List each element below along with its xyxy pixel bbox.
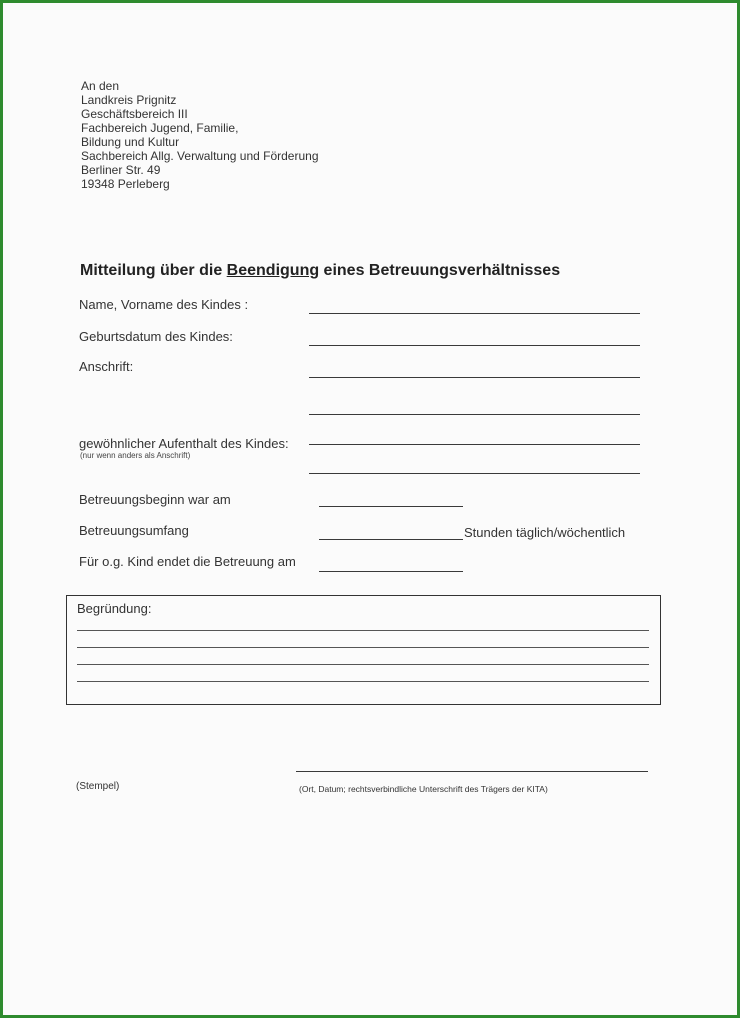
reason-box <box>66 595 661 705</box>
form-title <box>80 262 560 280</box>
residence-label: gewöhnlicher Aufenthalt des Kindes: <box>79 436 289 451</box>
signature-line[interactable] <box>296 771 648 772</box>
address-field-line-1[interactable] <box>309 377 640 378</box>
reason-line-4[interactable] <box>77 681 649 682</box>
address-line: Geschäftsbereich III <box>81 107 188 121</box>
residence-field-line-1[interactable] <box>309 444 640 445</box>
scope-suffix: Stunden täglich/wöchentlich <box>464 525 626 540</box>
start-date-field[interactable] <box>319 506 463 507</box>
reason-line-3[interactable] <box>77 664 649 665</box>
birthdate-field[interactable] <box>309 345 640 346</box>
address-line: 19348 Perleberg <box>81 177 170 191</box>
stamp-label: (Stempel) <box>76 781 120 792</box>
address-line: Sachbereich Allg. Verwaltung und Förderung <box>81 149 319 163</box>
residence-note: (nur wenn anders als Anschrift) <box>80 451 191 460</box>
address-field-line-2[interactable] <box>309 414 640 415</box>
end-date-label: Für o.g. Kind endet die Betreuung am <box>79 554 296 569</box>
reason-line-1[interactable] <box>77 630 649 631</box>
recipient-address <box>81 79 319 191</box>
title-underlined-word: Beendigung <box>226 262 320 279</box>
residence-field-line-2[interactable] <box>309 473 640 474</box>
reason-label: Begründung: <box>77 601 152 616</box>
title-start: Mitteilung über die <box>80 262 227 279</box>
address-line: An den <box>81 79 120 93</box>
address-label: Anschrift: <box>79 359 134 374</box>
child-name-field[interactable] <box>309 313 640 314</box>
start-date-label: Betreuungsbeginn war am <box>79 492 231 507</box>
address-line: Fachbereich Jugend, Familie, <box>81 121 239 135</box>
address-line: Landkreis Prignitz <box>81 93 177 107</box>
birthdate-label: Geburtsdatum des Kindes: <box>79 329 233 344</box>
address-line: Berliner Str. 49 <box>81 163 161 177</box>
scope-label: Betreuungsumfang <box>79 523 189 538</box>
reason-line-2[interactable] <box>77 647 649 648</box>
form-page <box>3 3 737 1015</box>
child-name-label: Name, Vorname des Kindes : <box>79 297 249 312</box>
end-date-field[interactable] <box>319 571 463 572</box>
title-end: eines Betreuungsverhältnisses <box>319 262 561 279</box>
signature-label: (Ort, Datum; rechtsverbindliche Unterschrift des Trägers der KITA) <box>299 784 548 794</box>
address-line: Bildung und Kultur <box>81 135 180 149</box>
scope-hours-field[interactable] <box>319 539 463 540</box>
